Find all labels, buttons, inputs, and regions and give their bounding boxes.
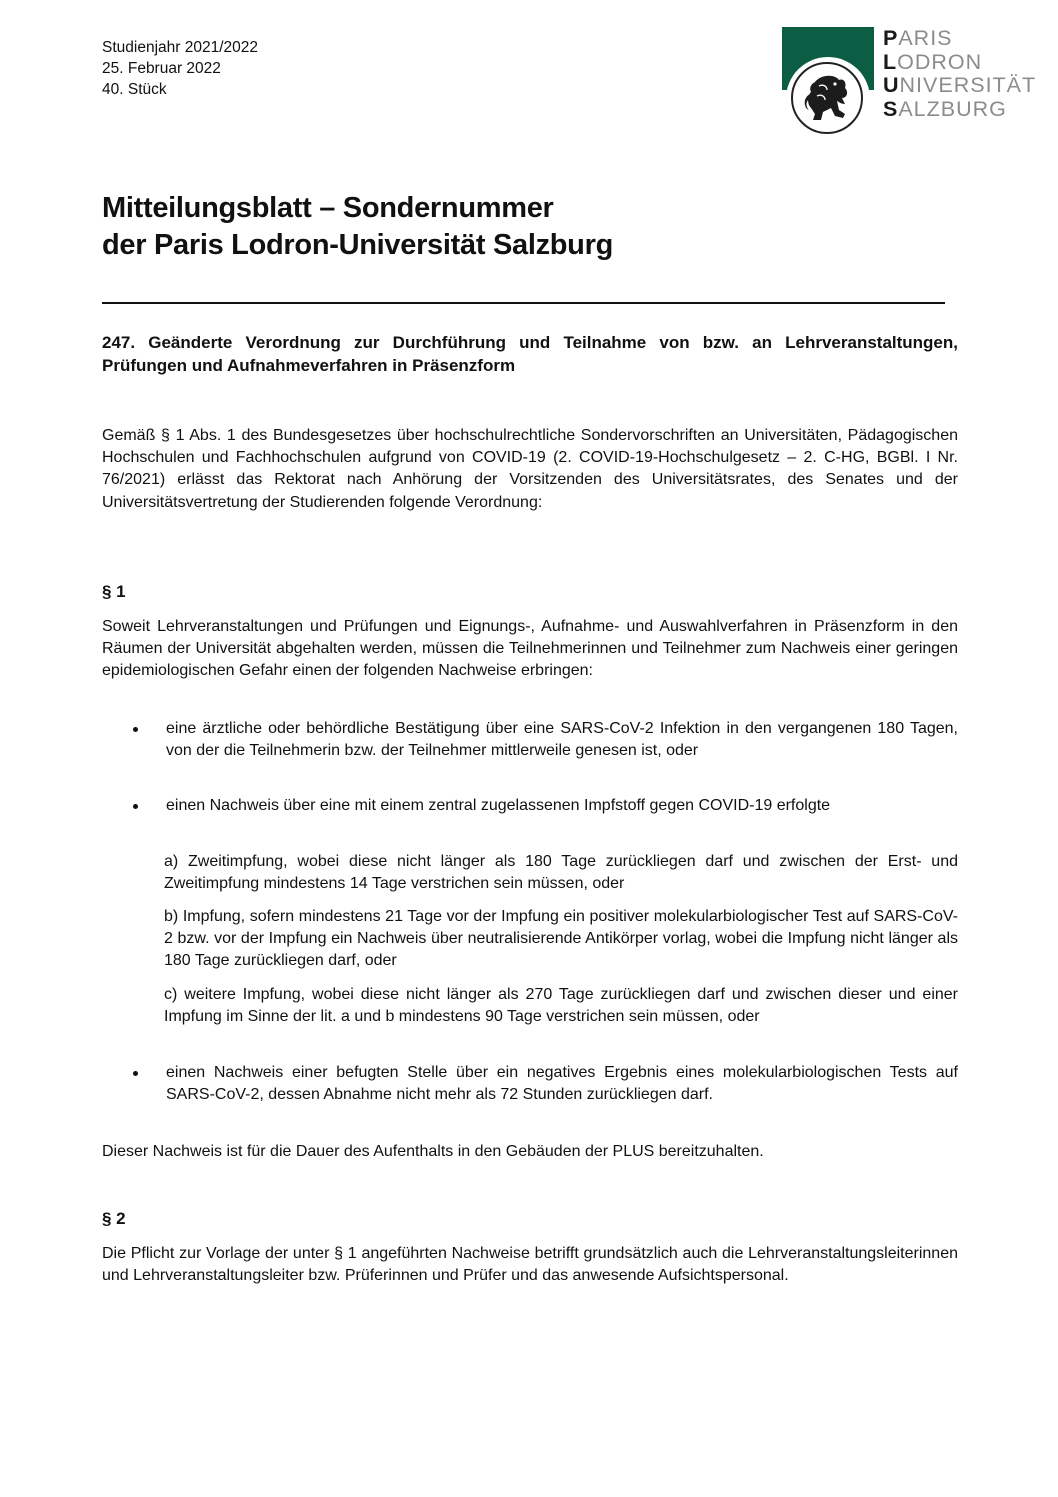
bullet-icon bbox=[131, 802, 140, 811]
academic-year: Studienjahr 2021/2022 bbox=[102, 39, 258, 56]
section-1-heading: § 1 bbox=[102, 582, 126, 601]
article-heading: 247. Geänderte Verordnung zur Durchführung und Teilnahme von bzw. an Lehrveranstaltungen, Prüfungen und Aufnahmeverfahren in Präsenzform bbox=[102, 333, 958, 375]
section-2-text: Die Pflicht zur Vorlage der unter § 1 angeführten Nachweise betrifft grundsätzlich auch die Lehrveranstaltungsleiterinnen und Lehrveranstaltungsleiter bzw. Prüferinnen und Prüfer und das anwesende Aufsichtspersonal. bbox=[102, 1245, 958, 1285]
lion-emblem-icon bbox=[791, 62, 863, 134]
issue-date: 25. Februar 2022 bbox=[102, 60, 221, 77]
bullet-icon bbox=[131, 1069, 140, 1078]
sub-item-b: b) Impfung, sofern mindestens 21 Tage vor der Impfung ein positiver molekularbiologischer Test auf SARS-CoV-2 bzw. vor der Impfung ein Nachweis über neutralisierende Antikörper vorlag, wobei die Impfung nicht länger als 180 Tage zurückliegen darf, oder bbox=[164, 908, 958, 970]
title-divider bbox=[102, 302, 945, 304]
section-1-closing: Dieser Nachweis ist für die Dauer des Aufenthalts in den Gebäuden der PLUS bereitzuhalten. bbox=[102, 1143, 764, 1160]
sub-item-c: c) weitere Impfung, wobei diese nicht länger als 270 Tage zurückliegen darf und zwischen dieser und einer Impfung im Sinne der lit. a und b mindestens 90 Tage verstrichen sein müssen, oder bbox=[164, 986, 958, 1026]
title-line-2: der Paris Lodron-Universität Salzburg bbox=[102, 229, 613, 261]
list-item: einen Nachweis über eine mit einem zentral zugelassenen Impfstoff gegen COVID-19 erfolgte bbox=[166, 797, 831, 814]
intro-paragraph: Gemäß § 1 Abs. 1 des Bundesgesetzes über hochschulrechtliche Sondervorschriften an Universitäten, Pädagogischen Hochschulen und Fachhochschulen aufgrund von COVID-19 (2. COVID-19-Hochschulgesetz – 2. C-HG, BGBl. I Nr. 76/2021) erlässt das Rektorat nach Anhörung der Vorsitzenden des Universitätsrates, des Senates und der Universitätsvertretung der Studierenden folgende Verordnung: bbox=[102, 427, 958, 511]
list-item: einen Nachweis einer befugten Stelle über ein negatives Ergebnis eines molekularbiologischen Tests auf SARS-CoV-2, dessen Abnahme nicht mehr als 72 Stunden zurückliegen darf. bbox=[166, 1064, 958, 1104]
issue-meta bbox=[102, 37, 258, 100]
logo-wordmark: PARIS LODRON UNIVERSITÄT SALZBURG bbox=[883, 26, 1037, 121]
section-1-text: Soweit Lehrveranstaltungen und Prüfungen und Eignungs-, Aufnahme- und Auswahlverfahren in Präsenzform in den Räumen der Universität abgehalten werden, müssen die Teilnehmerinnen und Teilnehmer zum Nachweis einer geringen epidemiologischen Gefahr einen der folgenden Nachweise erbringen: bbox=[102, 618, 958, 680]
university-logo bbox=[782, 27, 1042, 127]
issue-number: 40. Stück bbox=[102, 81, 167, 98]
section-2-heading: § 2 bbox=[102, 1209, 126, 1228]
bullet-icon bbox=[131, 725, 140, 734]
sub-item-a: a) Zweitimpfung, wobei diese nicht länger als 180 Tage zurückliegen darf und zwischen der Erst- und Zweitimpfung mindestens 14 Tage verstrichen sein müssen, oder bbox=[164, 853, 958, 893]
title-line-1: Mitteilungsblatt – Sondernummer bbox=[102, 192, 554, 224]
list-item: eine ärztliche oder behördliche Bestätigung über eine SARS-CoV-2 Infektion in den vergangenen 180 Tagen, von der die Teilnehmerin bzw. der Teilnehmer mittlerweile genesen ist, oder bbox=[166, 720, 958, 760]
page-title bbox=[102, 190, 613, 264]
